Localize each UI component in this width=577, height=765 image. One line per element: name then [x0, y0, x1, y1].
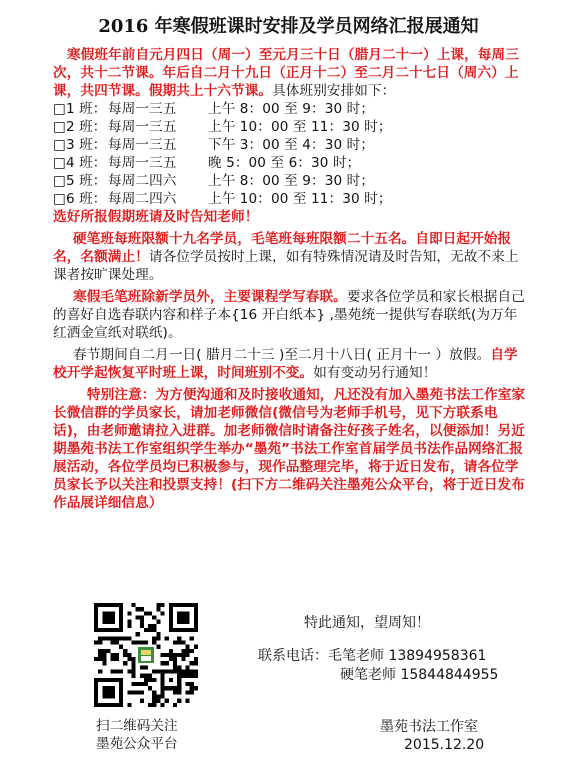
class-name: □2 班：	[53, 119, 107, 135]
class-name: □6 班：	[53, 191, 107, 207]
qr-caption-line2: 墨苑公众平台	[96, 736, 178, 752]
contact-pen-teacher: 硬笔老师 15844844955	[340, 667, 499, 683]
class-time: 上午 8：00 至 9：30 时；	[208, 101, 375, 117]
signature	[380, 718, 484, 754]
holiday-note: 如有变动另行通知！	[313, 365, 437, 381]
class-days: 每周二四六	[108, 173, 177, 189]
special-notice: 特别注意：为方便沟通和及时接收通知，凡还没有加入墨苑书法工作室家长微信群的学员家长，请加老师微信(微信号为老师手机号，见下方联系电话)，由老师邀请拉入进群。加老师微信时请备注好孩子姓名，以便添加！另近期墨苑书法工作室组织学生举办“墨苑”书法工作室首届学员书法作品网络汇报展活动，各位学员均已积极参与，现作品整理完毕，将于近日发布，请各位学员家长予以关注和投票支持！(扫下方二维码关注墨苑公众平台，将于近日发布作品展详细信息）	[53, 387, 526, 511]
class-name: □3 班：	[53, 137, 107, 153]
class-name: □1 班：	[53, 101, 107, 117]
class-days: 每周一三五	[108, 155, 177, 171]
organization-name: 墨苑书法工作室	[380, 719, 478, 735]
couplet-highlight: 寒假毛笔班除新学员外，主要课程学写春联。	[73, 289, 347, 305]
holiday-dates: 春节期间自二月一日( 腊月二十三 )至二月十八日( 正月十一 ）放假。	[73, 347, 491, 363]
class-list	[53, 100, 529, 208]
class-row	[53, 190, 529, 208]
class-row	[53, 172, 529, 190]
class-days: 每周二四六	[108, 191, 177, 207]
class-row	[53, 118, 529, 136]
contact-label: 联系电话：	[258, 648, 328, 664]
contact-info	[258, 647, 498, 685]
class-name: □4 班：	[53, 155, 107, 171]
qr-code	[94, 603, 198, 707]
holiday-highlight: 自学校开学起恢复平时班上课，时间班别不变。	[53, 347, 518, 381]
class-days: 每周一三五	[108, 119, 177, 135]
class-row	[53, 154, 529, 172]
qr-caption	[96, 717, 236, 753]
signup-reminder: 选好所报假期班请及时告知老师！	[53, 209, 259, 225]
issue-date: 2015.12.20	[404, 737, 485, 753]
notice-body	[53, 46, 529, 512]
contact-row-1	[258, 647, 498, 666]
schedule-intro: 具体班别安排如下：	[272, 83, 396, 99]
class-time: 上午 10：00 至 11：30 时；	[208, 191, 392, 207]
schedule-highlight: 寒假班年前自元月四日（周一）至元月三十日（腊月二十一）上课，每周三次，共十二节课。年后自二月十九日（正月十二）至二月二十七日（周六）上课，共四节课。假期共上十六节课。	[53, 47, 519, 99]
enrollment-rules: 请各位学员按时上课，如有特殊情况请及时告知，无故不来上课者按旷课处理。	[53, 249, 519, 283]
schedule-paragraph	[53, 46, 529, 100]
class-row	[53, 100, 529, 118]
class-days: 每周一三五	[108, 137, 177, 153]
class-time: 下午 3：00 至 4：30 时；	[208, 137, 375, 153]
class-time: 上午 8：00 至 9：30 时；	[208, 173, 375, 189]
holiday-paragraph	[53, 346, 529, 382]
class-time: 晚 5：00 至 6：30 时；	[208, 155, 361, 171]
class-days: 每周一三五	[108, 101, 177, 117]
contact-calligraphy-teacher: 毛笔老师 13894958361	[328, 648, 487, 664]
closing-notice: 特此通知，望周知！	[304, 615, 430, 631]
class-time: 上午 10：00 至 11：30 时；	[208, 119, 392, 135]
qr-caption-line1: 扫二维码关注	[96, 718, 178, 734]
enrollment-paragraph	[53, 230, 529, 284]
couplet-details: 要求各位学员和家长根据自己的喜好自选春联内容和样子本{16 开白纸本} ,墨苑统一提供写春联纸(为万年红洒金宣纸对联纸)。	[53, 289, 525, 341]
enrollment-highlight: 硬笔班每班限额十九名学员，毛笔班每班限额二十五名。自即日起开始报名，名额满止！	[53, 231, 512, 265]
page-title: 2016 年寒假班课时安排及学员网络汇报展通知	[98, 16, 479, 37]
contact-row-2	[258, 666, 498, 685]
class-name: □5 班：	[53, 173, 107, 189]
couplet-paragraph	[53, 288, 529, 342]
class-row	[53, 136, 529, 154]
